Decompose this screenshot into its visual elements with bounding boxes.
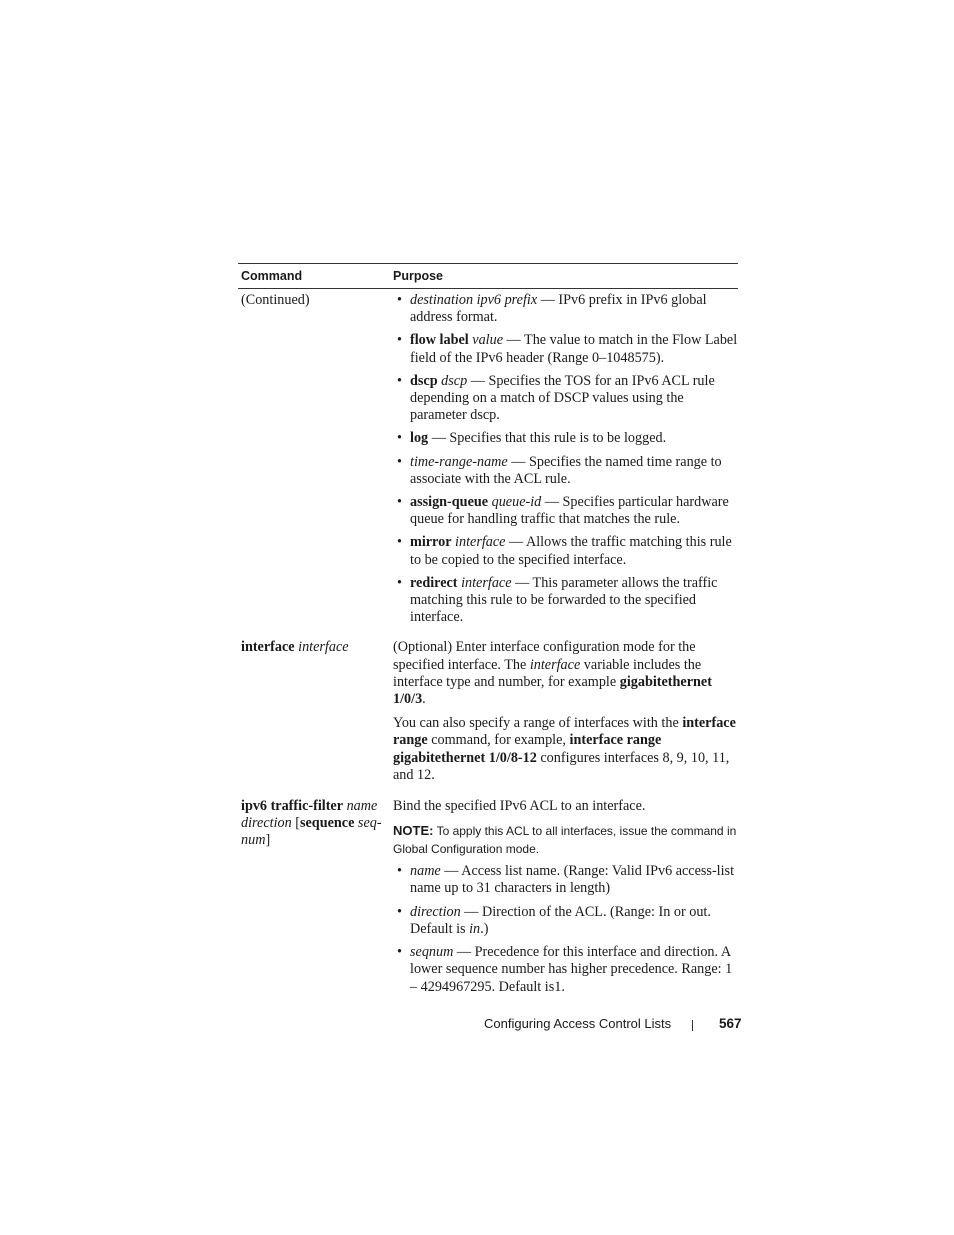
list-item: • log — Specifies that this rule is to be logged.	[393, 430, 738, 447]
footer-title: Configuring Access Control Lists	[484, 1016, 672, 1031]
list-item: • destination ipv6 prefix — IPv6 prefix in IPv6 global address format.	[393, 292, 738, 326]
list-item: • flow label value — The value to match in the Flow Label field of the IPv6 header (Range 0–1048575).	[393, 332, 738, 366]
list-item: • time-range-name — Specifies the named time range to associate with the ACL rule.	[393, 454, 738, 488]
command-table	[238, 263, 738, 1002]
paragraph: Bind the specified IPv6 ACL to an interface.	[393, 798, 646, 815]
command-cell: (Continued)	[241, 292, 310, 308]
list-item: • seqnum — Precedence for this interface and direction. A lower sequence number has higher precedence. Range: 1 – 4294967295. Default is1.	[393, 944, 738, 996]
table-header	[238, 263, 738, 289]
note: NOTE: To apply this ACL to all interfaces, issue the command in Global Configuration mode.	[393, 823, 737, 857]
parameter-list	[393, 863, 738, 995]
list-item: • mirror interface — Allows the traffic matching this rule to be copied to the specified interface.	[393, 534, 738, 568]
list-item: • redirect interface — This parameter allows the traffic matching this rule to be forwarded to the specified interface.	[393, 575, 738, 627]
page-footer	[0, 1016, 954, 1036]
purpose-cell	[390, 292, 738, 632]
list-item: • assign-queue queue-id — Specifies particular hardware queue for handling traffic that matches the rule.	[393, 494, 738, 528]
list-item: • name — Access list name. (Range: Valid IPv6 access-list name up to 31 characters in length)	[393, 863, 738, 897]
command-cell: ipv6 traffic-filter name direction [sequence seq-num]	[241, 798, 382, 849]
list-item: • direction — Direction of the ACL. (Range: In or out. Default is in.)	[393, 904, 738, 938]
purpose-cell	[390, 639, 738, 791]
purpose-cell	[390, 798, 738, 1002]
list-item: • dscp dscp — Specifies the TOS for an IPv6 ACL rule depending on a match of DSCP values using the parameter dscp.	[393, 373, 738, 425]
paragraph: You can also specify a range of interfaces with the interface range command, for example, interface range gigabitethernet 1/0/8-12 configures interfaces 8, 9, 10, 11, and 12.	[393, 715, 736, 783]
note-label: NOTE:	[393, 823, 434, 839]
header-purpose: Purpose	[393, 269, 444, 283]
page-number: 567	[719, 1016, 742, 1031]
header-command: Command	[241, 269, 303, 283]
table-row	[238, 292, 738, 632]
command-cell: interface interface	[241, 639, 349, 656]
paragraph: (Optional) Enter interface configuration mode for the specified interface. The interface variable includes the interface type and number, for example gigabitethernet 1/0/3.	[393, 639, 712, 708]
table-row	[238, 639, 738, 791]
parameter-list	[393, 292, 738, 626]
table-row	[238, 798, 738, 1002]
footer-divider	[692, 1020, 693, 1031]
